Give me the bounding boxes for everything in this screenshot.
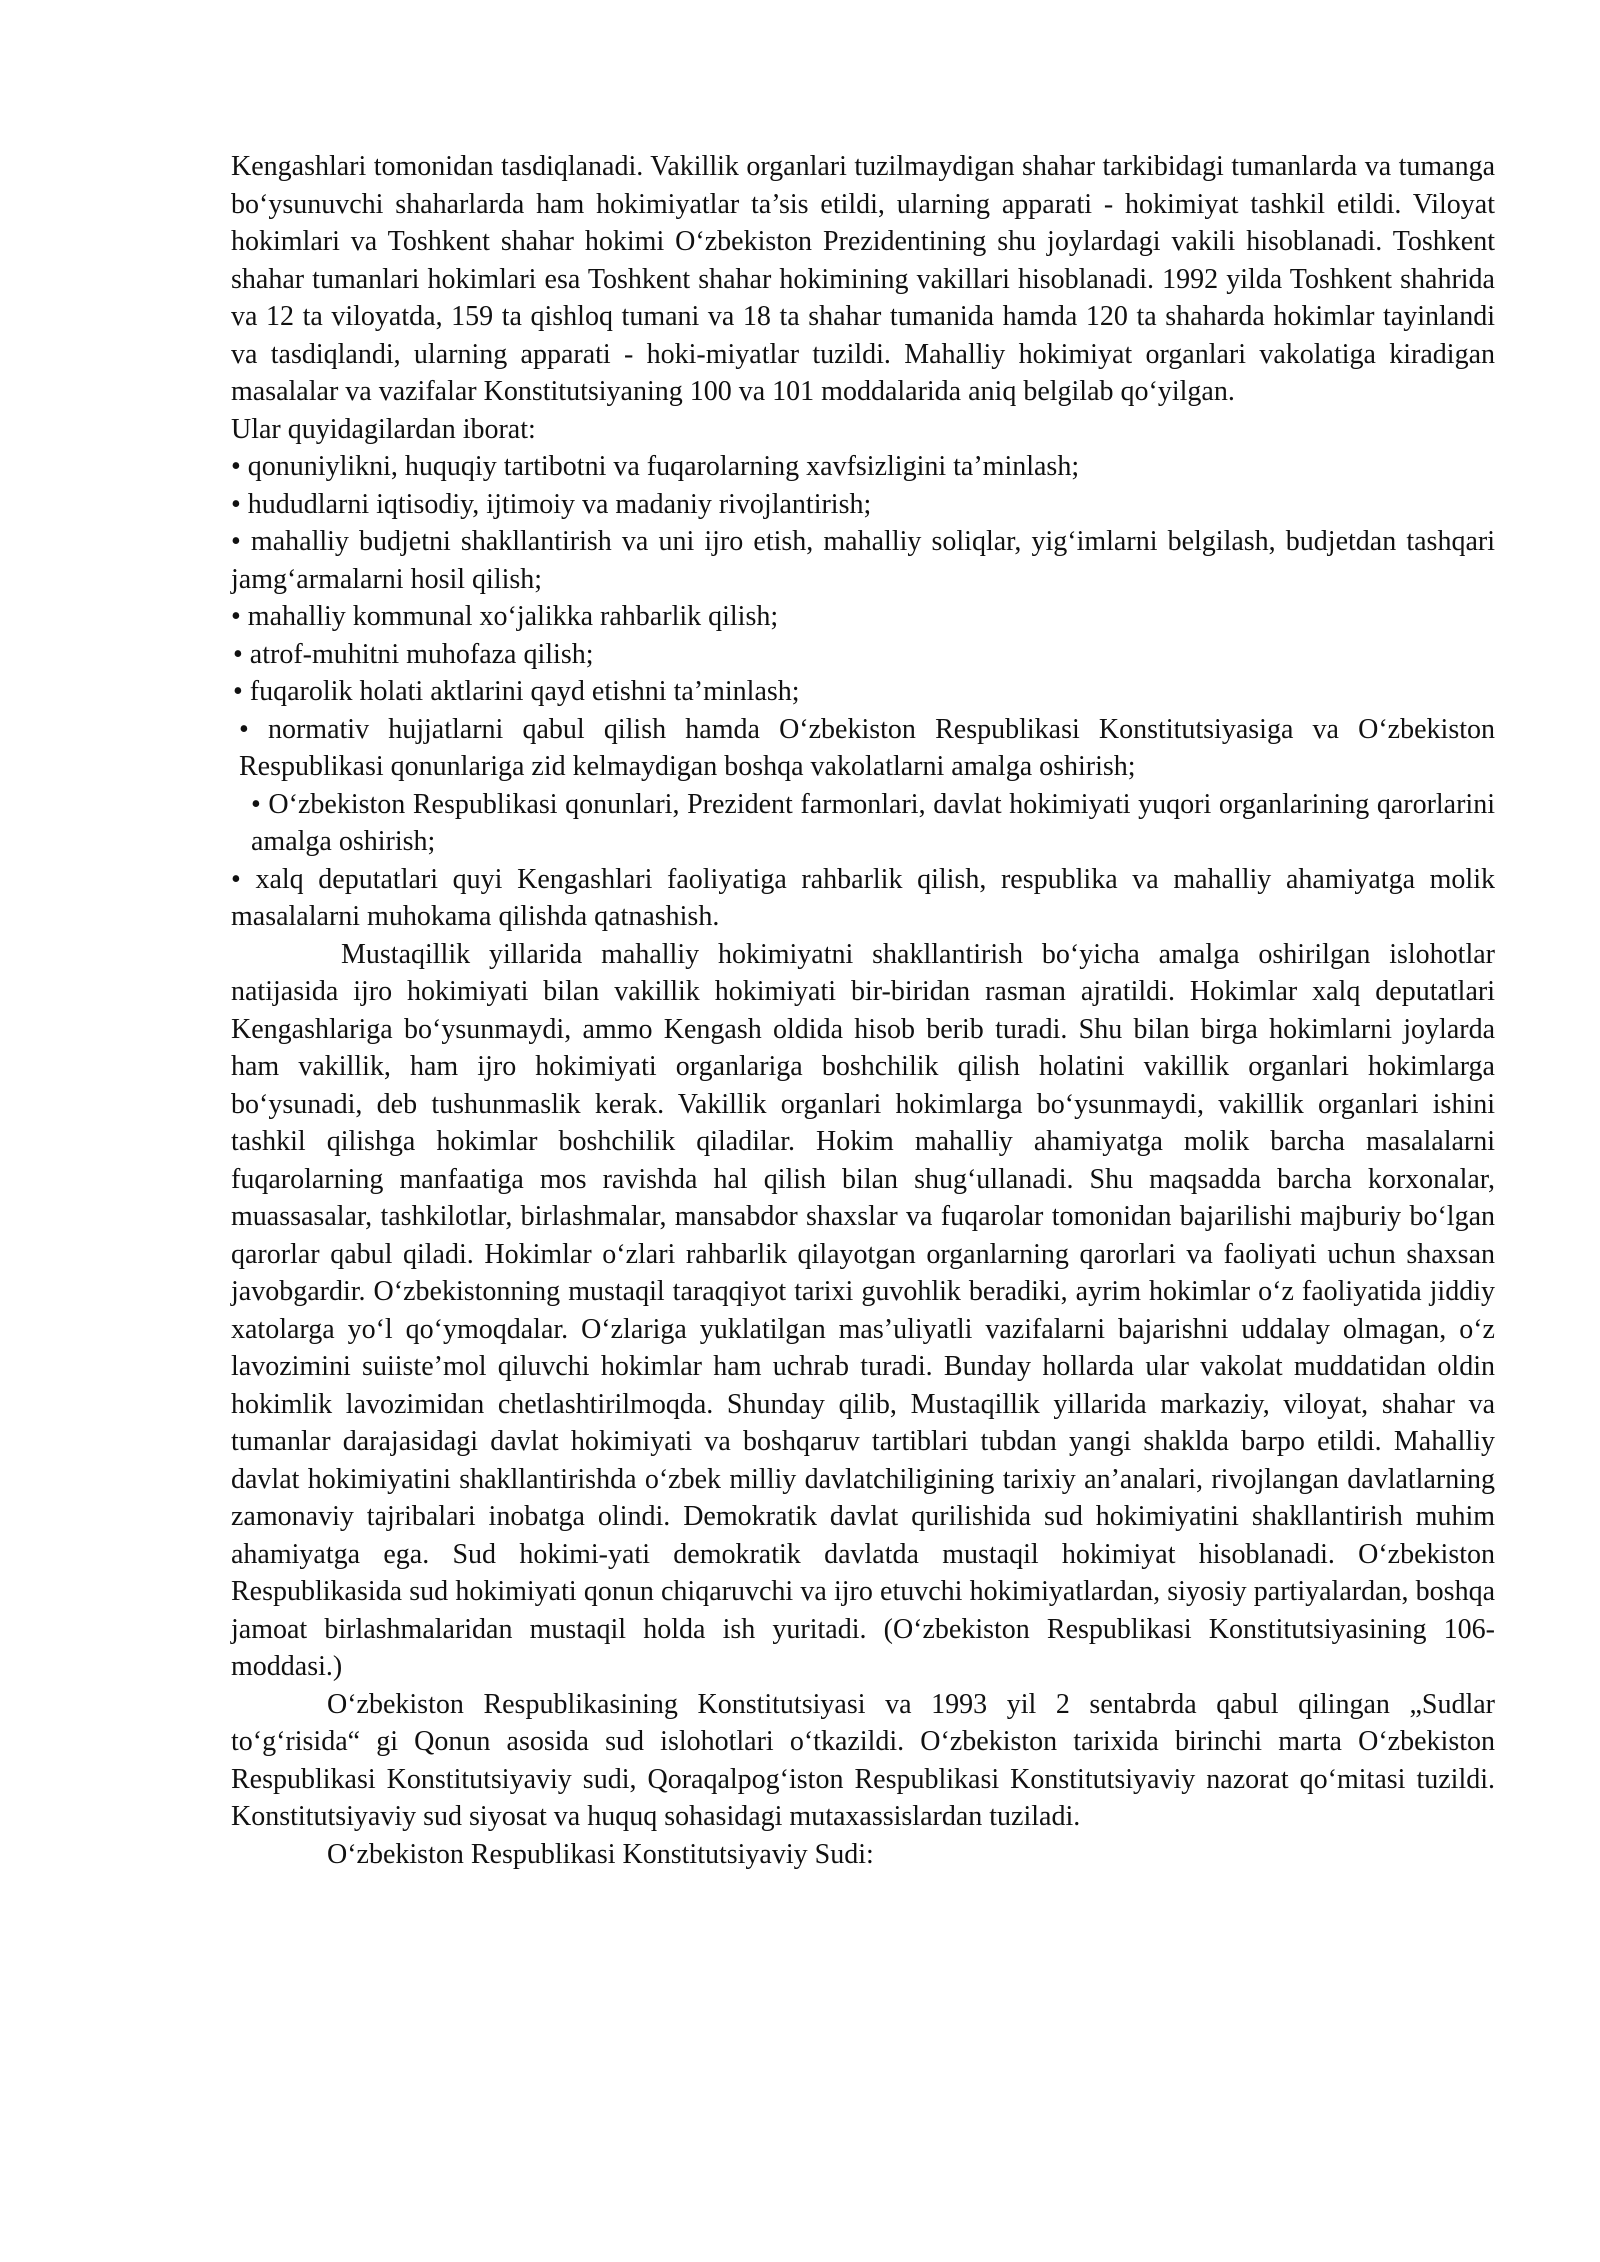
list-item-5: • atrof-muhitni muhofaza qilish;	[233, 638, 594, 670]
list-item-1: • qonuniylikni, huquqiy tartibotni va fuqarolarning xavfsizligini ta’minlash;	[231, 451, 1080, 482]
list-item-4: • mahalliy kommunal xo‘jalikka rahbarlik qilish;	[231, 601, 779, 632]
paragraph-intro: Kengashlari tomonidan tasdiqlanadi. Vakillik organlari tuzilmaydigan shahar tarkibidagi tumanlarda va tumanga bo‘ysunuvchi shaharlarda ham hokimiyatlar ta’sis etildi, ularning apparati - hokimiyat tashkil etildi. Viloyat hokimlari va Toshkent shahar hokimi O‘zbekiston Prezidentining shu joylardagi vakili hisoblanadi. Toshkent shahar tumanlari hokimlari esa Toshkent shahar hokimining vakillari hisoblanadi. 1992 yilda Toshkent shahrida va 12 ta viloyatda, 159 ta qishloq tumani va 18 ta shahar tumanida hamda 120 ta shaharda hokimlar tayinlandi va tasdiqlandi, ularning apparati - hoki-miyatlar tuzildi. Mahalliy hokimiyat organlari vakolatiga kiradigan masalalar va vazifalar Konstitutsiyaning 100 va 101 moddalarida aniq belgilab qo‘yilgan.	[231, 151, 1495, 407]
list-item-7: • normativ hujjatlarni qabul qilish hamda O‘zbekiston Respublikasi Konstitutsiyasiga va O‘zbekiston Respublikasi qonunlariga zid kelmaydigan boshqa vakolatlarni amalga oshirish;	[239, 713, 1495, 782]
list-item-9: • xalq deputatlari quyi Kengashlari faoliyatiga rahbarlik qilish, respublika va mahalliy ahamiyatga molik masalalarni muhokama qilishda qatnashish.	[231, 863, 1495, 932]
paragraph-last: O‘zbekiston Respublikasi Konstitutsiyaviy Sudi:	[327, 1838, 874, 1870]
list-item-6: • fuqarolik holati aktlarini qayd etishni ta’minlash;	[233, 676, 800, 707]
paragraph-courts: O‘zbekiston Respublikasining Konstitutsiyasi va 1993 yil 2 sentabrda qabul qilingan „Sudlar to‘g‘risida“ gi Qonun asosida sud islohotlari o‘tkazildi. O‘zbekiston tarixida birinchi marta O‘zbekiston Respublikasi Konstitutsiyaviy sudi, Qoraqalpog‘iston Respublikasi Konstitutsiyaviy nazorat qo‘mitasi tuzildi. Konstitutsiyaviy sud siyosat va huquq sohasidagi mutaxassislardan tuziladi.	[231, 1688, 1495, 1832]
list-intro: Ular quyidagilardan iborat:	[231, 413, 536, 445]
list-item-2: • hududlarni iqtisodiy, ijtimoiy va madaniy rivojlantirish;	[231, 488, 872, 520]
document-page	[231, 148, 1495, 1873]
paragraph-main: Mustaqillik yillarida mahalliy hokimiyatni shakllantirish bo‘yicha amalga oshirilgan islohotlar natijasida ijro hokimiyati bilan vakillik hokimiyati bir-biridan rasman ajratildi. Hokimlar xalq deputatlari Kengashlariga bo‘ysunmaydi, ammo Kengash oldida hisob berib turadi. Shu bilan birga hokimlarni joylarda ham vakillik, ham ijro hokimiyati organlariga boshchilik qilish holatini vakillik organlari hokimlarga bo‘ysunadi, deb tushunmaslik kerak. Vakillik organlari hokimlarga bo‘ysunmaydi, vakillik organlari ishini tashkil qilishga hokimlar boshchilik qiladilar. Hokim mahalliy ahamiyatga molik barcha masalalarni fuqarolarning manfaatiga mos ravishda hal qilish bilan shug‘ullanadi. Shu maqsadda barcha korxonalar, muassasalar, tashkilotlar, birlashmalar, mansabdor shaxslar va fuqarolar tomonidan bajarilishi majburiy bo‘lgan qarorlar qabul qiladi. Hokimlar o‘zlari rahbarlik qilayotgan organlarning qarorlari va faoliyati uchun shaxsan javobgardir. O‘zbekistonning mustaqil taraqqiyot tarixi guvohlik beradiki, ayrim hokimlar o‘z faoliyatida jiddiy xatolarga yo‘l qo‘ymoqdalar. O‘zlariga yuklatilgan mas’uliyatli vazifalarni bajarishni uddalay olmagan, o‘z lavozimini suiiste’mol qiluvchi hokimlar ham uchrab turadi. Bunday hollarda ular vakolat muddatidan oldin hokimlik lavozimidan chetlashtirilmoqda. Shunday qilib, Mustaqillik yillarida markaziy, viloyat, shahar va tumanlar darajasidagi davlat hokimiyati va boshqaruv tartiblari tubdan yangi shaklda barpo etildi. Mahalliy davlat hokimiyatini shakllantirishda o‘zbek milliy davlatchiligining tarixiy an’analari, rivojlangan davlatlarning zamonaviy tajribalari inobatga olindi. Demokratik davlat qurilishida sud hokimiyatini shakllantirish muhim ahamiyatga ega. Sud hokimi-yati demokratik davlatda mustaqil hokimiyat hisoblanadi. O‘zbekiston Respublikasida sud hokimiyati qonun chiqaruvchi va ijro etuvchi hokimiyatlardan, siyosiy partiyalardan, boshqa jamoat birlashmalaridan mustaqil holda ish yuritadi. (O‘zbekiston Respublikasi Konstitutsiyasining 106-moddasi.)	[231, 938, 1495, 1682]
list-item-3: • mahalliy budjetni shakllantirish va uni ijro etish, mahalliy soliqlar, yig‘imlarni belgilash, budjetdan tashqari jamg‘armalarni hosil qilish;	[231, 526, 1495, 595]
list-item-8: • O‘zbekiston Respublikasi qonunlari, Prezident farmonlari, davlat hokimiyati yuqori organlarining qarorlarini amalga oshirish;	[251, 788, 1495, 857]
